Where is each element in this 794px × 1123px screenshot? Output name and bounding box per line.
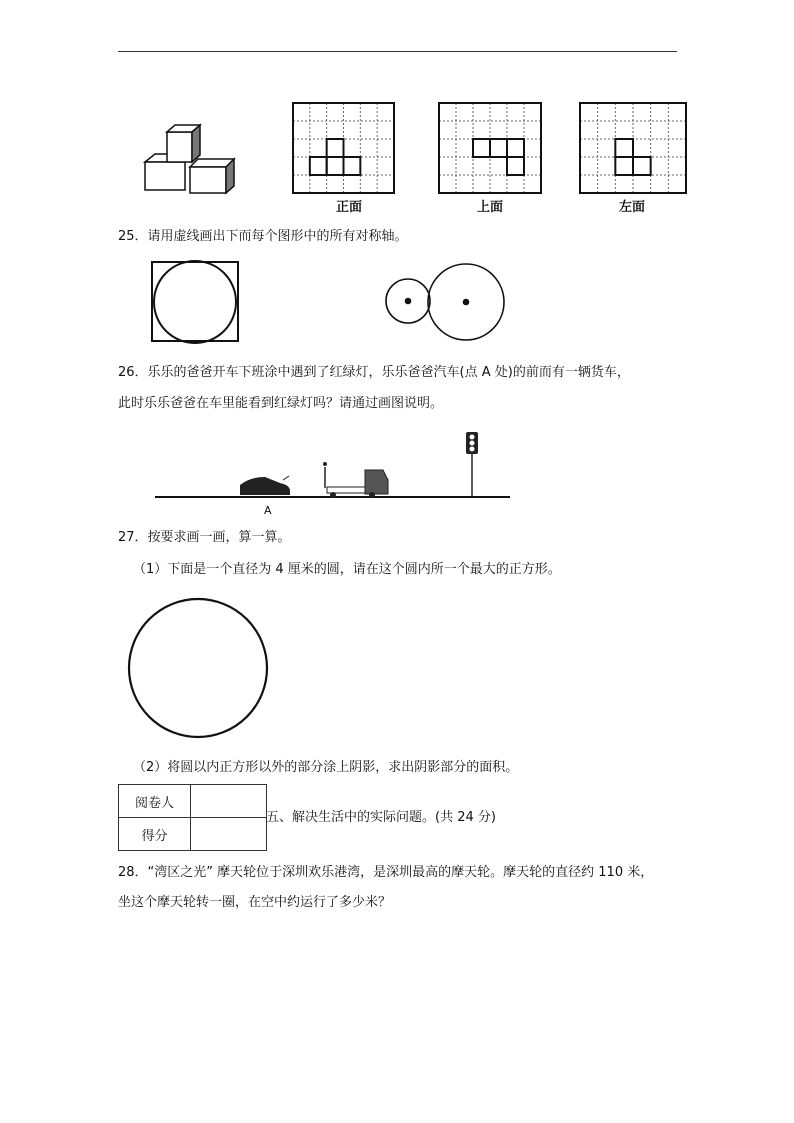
score-label: 得分: [119, 818, 191, 851]
top-view-label: 上面: [477, 200, 504, 215]
q28-line1: 28．“湾区之光” 摩天轮位于深圳欢乐港湾，是深圳最高的摩天轮。摩天轮的直径约 110 米，: [118, 865, 654, 880]
reviewer-label: 阅卷人: [119, 785, 191, 818]
reviewer-cell[interactable]: [191, 785, 267, 818]
two-circles-figure: [386, 264, 504, 340]
left-view-grid: [580, 103, 686, 193]
square-with-circle-figure: [152, 261, 238, 343]
left-view-label: 左面: [619, 200, 646, 215]
cube-stack-figure: [145, 125, 234, 193]
diameter-4cm-circle: [129, 599, 267, 737]
front-view-grid: [293, 103, 394, 193]
q27-part1: （1）下面是一个直径为 4 厘米的圆，请在这个圆内所一个最大的正方形。: [133, 562, 561, 577]
top-view-grid: [439, 103, 541, 193]
road-scene-figure: [155, 432, 510, 498]
q26-line1: 26．乐乐的爸爸开车下班涂中遇到了红绿灯，乐乐爸爸汽车(点 A 处)的前而有一辆货车，: [118, 365, 630, 380]
q27-part2: （2）将圆以内正方形以外的部分涂上阴影，求出阴影部分的面积。: [133, 760, 519, 775]
traffic-light-icon: [466, 432, 478, 497]
front-view-label: 正面: [336, 200, 363, 215]
truck-icon: [323, 462, 388, 498]
section5-heading: 五、解决生活中的实际问题。(共 24 分): [266, 810, 496, 825]
car-icon: [240, 477, 290, 495]
q28-line2: 坐这个摩天轮转一圈，在空中约运行了多少米？: [118, 895, 392, 910]
q25-text: 25．请用虚线画出下而每个图形中的所有对称轴。: [118, 229, 408, 244]
score-table: [118, 784, 267, 851]
score-cell[interactable]: [191, 818, 267, 851]
point-a-label: A: [264, 504, 272, 517]
q26-line2: 此时乐乐爸爸在车里能看到红绿灯吗？请通过画图说明。: [118, 396, 444, 411]
q27-title: 27．按要求画一画，算一算。: [118, 530, 291, 545]
